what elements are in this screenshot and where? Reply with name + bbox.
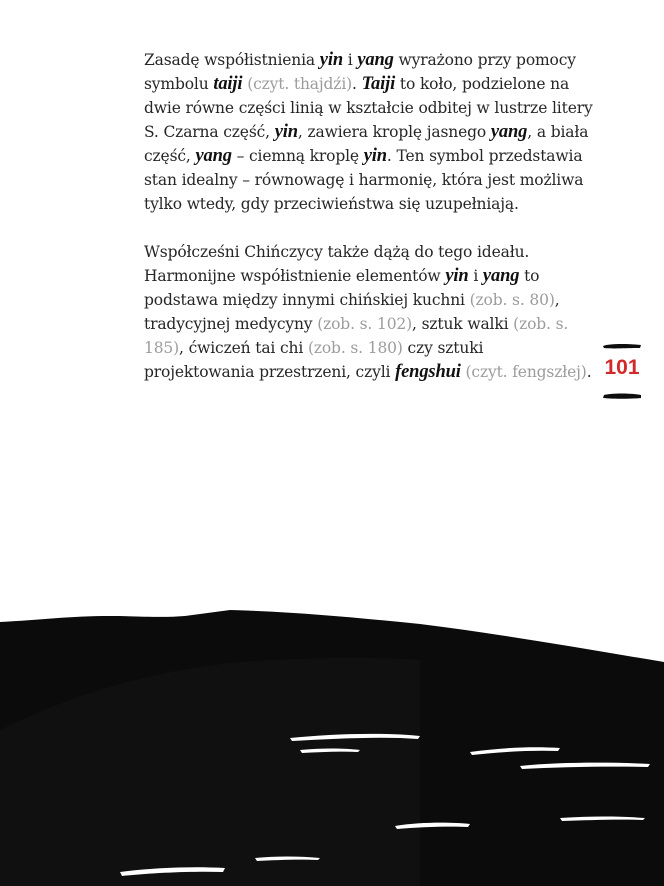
paragraph-taiji bbox=[144, 48, 594, 216]
paragraph-harmony bbox=[144, 240, 594, 384]
page-number-brush-bottom bbox=[602, 392, 642, 400]
term: yin bbox=[363, 146, 387, 166]
page-number: 101 bbox=[604, 356, 640, 379]
term: Taiji bbox=[361, 74, 396, 94]
term: yin bbox=[319, 50, 343, 70]
text-run: , tradycyjnej medycyny bbox=[144, 291, 560, 333]
text-run: Zasadę współistnienia bbox=[144, 51, 320, 69]
text-run: to koło, podzielone na dwie równe części linią w kształcie odbitej w lustrze litery S. Czarna część, bbox=[144, 75, 593, 141]
text-run: , a biała część, bbox=[144, 123, 589, 165]
term: yang bbox=[482, 266, 520, 286]
text-run: to podstawa między innymi chińskiej kuchni bbox=[144, 267, 540, 309]
text-run: – ciemną kroplę bbox=[231, 147, 364, 165]
pronunciation-note: (zob. s. 80) bbox=[469, 291, 555, 309]
text-run: . Ten symbol przedstawia stan idealny – równowagę i harmonię, która jest możliwa tylko wtedy, gdy przeciwieństwa się uzupełniają. bbox=[144, 147, 584, 213]
term: yin bbox=[274, 122, 298, 142]
text-run: , zawiera kroplę jasnego bbox=[297, 123, 491, 141]
text-run: czy sztuki projektowania przestrzeni, czyli bbox=[144, 339, 484, 381]
text-run: . bbox=[586, 363, 592, 381]
pronunciation-note: (zob. s. 180) bbox=[307, 339, 403, 357]
pronunciation-note: (czyt. thajdźi) bbox=[247, 75, 353, 93]
text-run: Współcześni Chińczycy także dążą do tego ideału. Harmonijne współistnienie elementów bbox=[144, 243, 530, 285]
term: yang bbox=[357, 50, 394, 70]
text-run: wyrażono przy pomocy symbolu bbox=[144, 51, 576, 93]
text-run: , ćwiczeń tai chi bbox=[179, 339, 308, 357]
term: fengshui bbox=[395, 362, 461, 382]
term: yang bbox=[195, 146, 232, 166]
pronunciation-note: (czyt. fengszłej) bbox=[465, 363, 587, 381]
page-number-brush-top bbox=[602, 342, 642, 350]
text-run: , sztuk walki bbox=[412, 315, 514, 333]
text-run: i bbox=[468, 267, 483, 285]
body-text bbox=[144, 48, 594, 384]
pronunciation-note: (zob. s. 185) bbox=[144, 315, 569, 357]
term: yang bbox=[490, 122, 528, 142]
term: taiji bbox=[213, 74, 243, 94]
ink-brush-landscape bbox=[0, 590, 664, 886]
text-run: . bbox=[352, 75, 362, 93]
pronunciation-note: (zob. s. 102) bbox=[317, 315, 413, 333]
text-run: i bbox=[343, 51, 358, 69]
term: yin bbox=[445, 266, 469, 286]
